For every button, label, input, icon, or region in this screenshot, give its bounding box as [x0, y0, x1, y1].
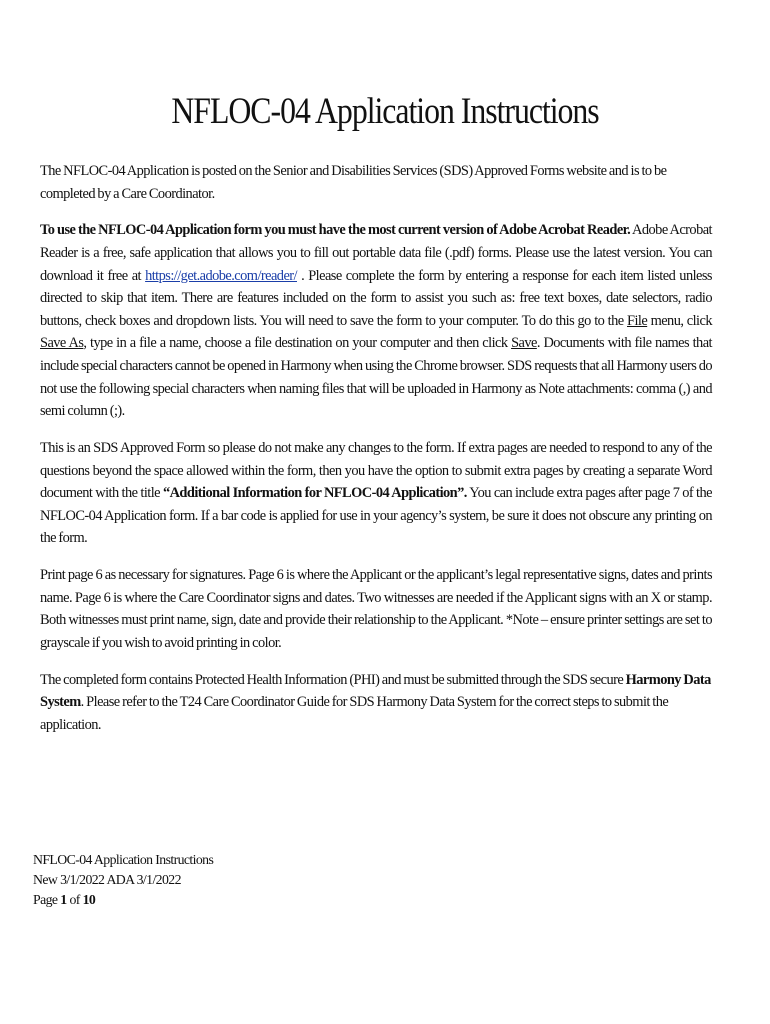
save-ref: Save [511, 335, 537, 352]
paragraph-text: . Documents with file names that include special characters cannot be opened in Harmony when using the Chrome browser. SDS requests that all Harmony users do not use the following special characters when naming files that will be uploaded in Harmony as Note attachments: comma (,) and semi column (;). [40, 335, 712, 420]
footer-doc-title: NFLOC-04 Application Instructions [33, 852, 214, 867]
save-as-ref: Save As [40, 335, 84, 352]
page-title: NFLOC-04 Application Instructions [171, 91, 599, 132]
page-total: 10 [82, 891, 96, 907]
additional-info-title: “Additional Information for NFLOC-04 Application”. [162, 485, 467, 502]
acrobat-requirement: To use the NFLOC-04 Application form you must have the most current version of Adobe Acrobat Reader. [40, 222, 631, 239]
footer-page-number [33, 890, 213, 910]
adobe-reader-link[interactable]: https://get.adobe.com/reader/ [145, 267, 297, 284]
paragraph-approved-form [40, 437, 712, 550]
footer-revision: New 3/1/2022 ADA 3/1/2022 [33, 871, 181, 887]
paragraph-text: . Please complete the form by entering a response for each item listed unless directed to skip that item. There are features included on the form to assist you such as: free text boxes, date selectors, radio buttons, check boxes and dropdown lists. You will need to save the form to your computer. To do this go to the [40, 267, 712, 329]
page-current: 1 [60, 891, 67, 907]
paragraph-text: Adobe Acrobat Reader is a free, safe application that allows you to fill out portable data file (.pdf) forms. Please use the latest version. You can download it free at [40, 222, 712, 284]
file-menu-ref: File [627, 312, 648, 329]
paragraph-acrobat [40, 219, 712, 422]
document-body [40, 160, 712, 751]
paragraph-text: This is an SDS Approved Form so please do not make any changes to the form. If extra pages are needed to respond to any of the questions beyond the space allowed within the form, then you have the option to submit extra pages by creating a separate Word document with the title [40, 439, 712, 502]
paragraph-signatures: Print page 6 as necessary for signatures. Page 6 is where the Applicant or the applicant’s legal representative signs, dates and prints name. Page 6 is where the Care Coordinator signs and dates. Two witnesses are needed if the Applicant signs with an X or stamp. Both witnesses must print name, sign, date and provide their relationship to the Applicant. *Note – ensure printer settings are set to grayscale if you wish to avoid printing in color. [40, 567, 712, 651]
page-footer [33, 850, 213, 909]
paragraph-text: The completed form contains Protected Health Information (PHI) and must be submitted through the SDS secure [40, 671, 626, 688]
page-prefix: Page [33, 891, 61, 907]
paragraph-text: . Please refer to the T24 Care Coordinator Guide for SDS Harmony Data System for the correct steps to submit the application. [40, 694, 669, 733]
paragraph-submission [40, 669, 712, 737]
paragraph-intro: The NFLOC-04 Application is posted on the Senior and Disabilities Services (SDS) Approved Forms website and is to be completed by a Care Coordinator. [40, 163, 667, 202]
harmony-data-system: Harmony Data System [40, 671, 711, 711]
paragraph-text: You can include extra pages after page 7 of the NFLOC-04 Application form. If a bar code is applied for use in your agency’s system, be sure it does not obscure any printing on the form. [40, 485, 712, 547]
paragraph-text: , type in a file a name, choose a file destination on your computer and then click [83, 335, 512, 352]
page-of: of [66, 891, 83, 907]
paragraph-text: menu, click [647, 312, 712, 329]
